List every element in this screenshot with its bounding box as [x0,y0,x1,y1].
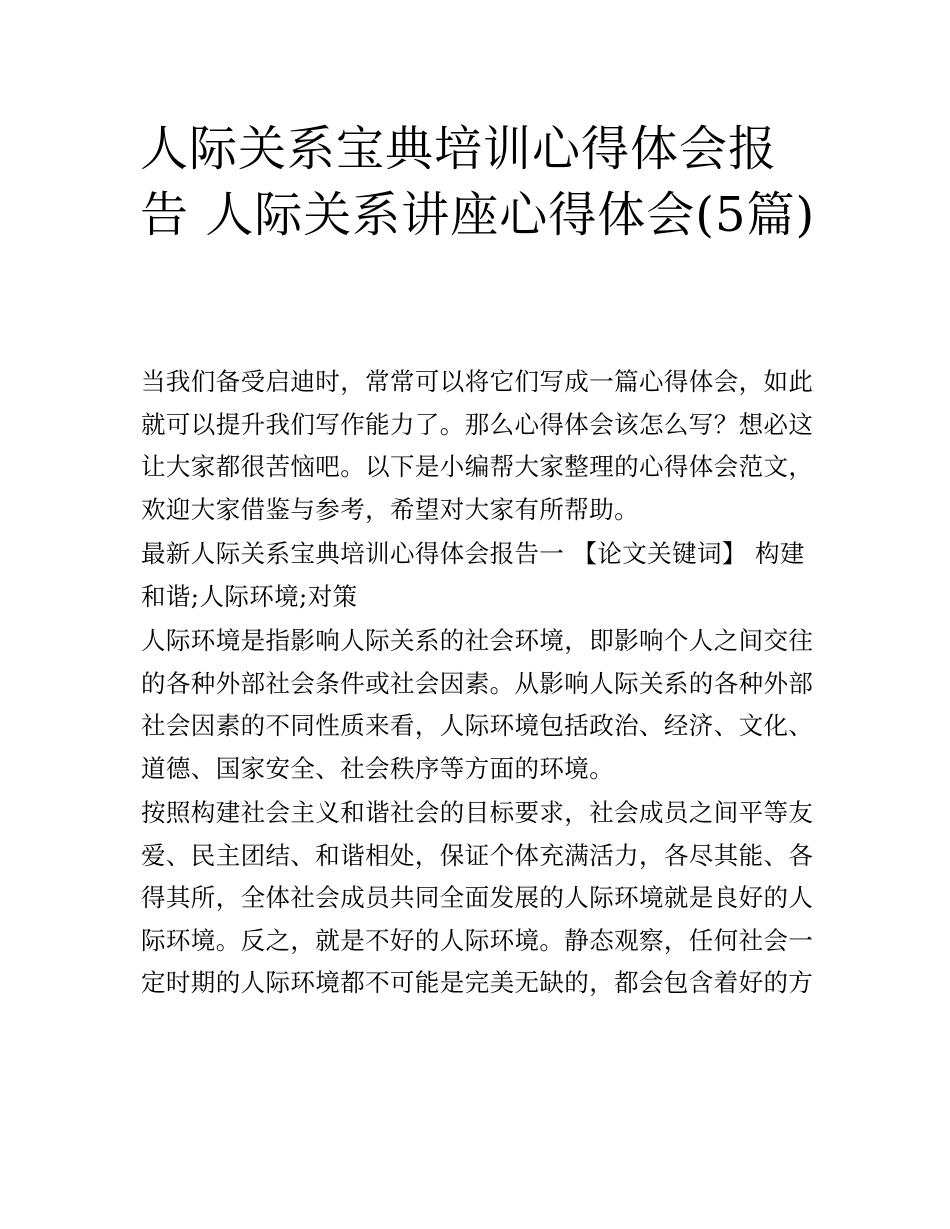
document-title: 人际关系宝典培训心得体会报告 人际关系讲座心得体会(5篇) [140,121,816,243]
paragraph-keywords: 最新人际关系宝典培训心得体会报告一 【论文关键词】 构建和谐;人际环境;对策 [141,539,805,611]
paragraph-definition: 人际环境是指影响人际关系的社会环境，即影响个人之间交往的各种外部社会条件或社会因素。从影响人际关系的各种外部社会因素的不同性质来看，人际环境包括政治、经济、文化、道德、国家安全、社会秩序等方面的环境。 [141,626,814,783]
document-body [141,361,821,1007]
paragraph-harmony: 按照构建社会主义和谐社会的目标要求，社会成员之间平等友爱、民主团结、和谐相处，保证个体充满活力，各尽其能、各得其所，全体社会成员共同全面发展的人际环境就是良好的人际环境。反之，就是不好的人际环境。静态观察，任何社会一定时期的人际环境都不可能是完美无缺的，都会包含着好的方 [141,798,814,997]
paragraph-intro: 当我们备受启迪时，常常可以将它们写成一篇心得体会，如此就可以提升我们写作能力了。那么心得体会该怎么写？想必这让大家都很苦恼吧。以下是小编帮大家整理的心得体会范文，欢迎大家借鉴与参考，希望对大家有所帮助。 [141,367,814,524]
